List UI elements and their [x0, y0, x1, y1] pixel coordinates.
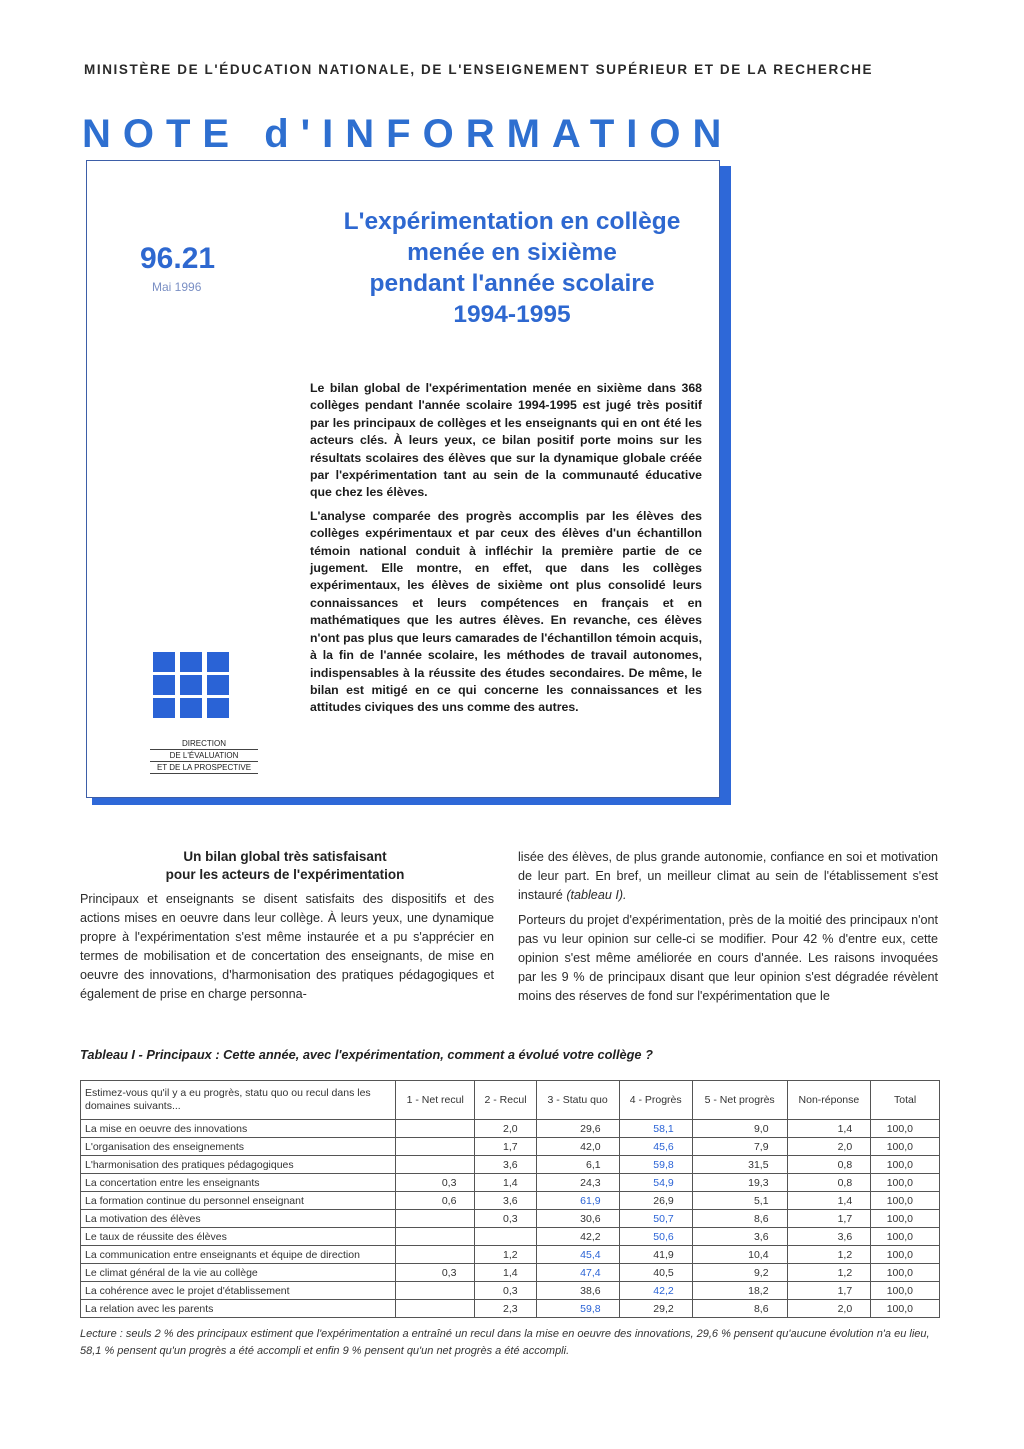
body-paragraph: Porteurs du projet d'expérimentation, près de la moitié des principaux n'ont pas vu leur opinion sur celle-ci se modifier. Pour 42 % d'entre eux, cette opinion s'est même améliorée en cours d'année. Les raisons invoquées par les 9 % de principaux disant que leur opinion s'est dégradée révèlent moins des réserves de fond sur l'expérimentation que le — [518, 913, 938, 1003]
total-cell: 100,0 — [871, 1264, 940, 1282]
value-cell — [396, 1282, 475, 1300]
value-cell: 10,4 — [692, 1246, 787, 1264]
value-cell: 3,6 — [475, 1156, 536, 1174]
total-cell: 100,0 — [871, 1210, 940, 1228]
value-cell: 1,7 — [787, 1282, 871, 1300]
department-name — [150, 738, 258, 774]
row-label: Le taux de réussite des élèves — [81, 1228, 396, 1246]
value-cell: 2,0 — [475, 1120, 536, 1138]
body-column-2 — [518, 848, 938, 1012]
value-cell: 5,1 — [692, 1192, 787, 1210]
value-cell: 26,9 — [619, 1192, 692, 1210]
value-cell: 0,3 — [396, 1174, 475, 1192]
value-cell — [396, 1138, 475, 1156]
value-cell: 1,4 — [787, 1192, 871, 1210]
total-cell: 100,0 — [871, 1228, 940, 1246]
table-row — [81, 1246, 940, 1264]
results-table — [80, 1080, 940, 1318]
box-shadow-right — [720, 166, 731, 802]
value-cell: 9,0 — [692, 1120, 787, 1138]
table-body — [81, 1120, 940, 1318]
column-header: 4 - Progrès — [619, 1081, 692, 1120]
issue-date: Mai 1996 — [152, 280, 202, 294]
table-row — [81, 1174, 940, 1192]
column-header-domain: Estimez-vous qu'il y a eu progrès, statu quo ou recul dans les domaines suivants... — [81, 1081, 396, 1120]
value-cell: 40,5 — [619, 1264, 692, 1282]
table-row — [81, 1282, 940, 1300]
column-header: Total — [871, 1081, 940, 1120]
table-row — [81, 1192, 940, 1210]
value-cell: 50,6 — [619, 1228, 692, 1246]
value-cell: 29,6 — [536, 1120, 619, 1138]
reading-note: Lecture : seuls 2 % des principaux estiment que l'expérimentation a entraîné un recul dans la mise en oeuvre des innovations, 29,6 % pensent qu'aucune évolution n'a eu lieu, 58,1 % pensent qu'un progrès a été accompli et enfin 9 % pensent qu'un net progrès a été accompli. — [80, 1328, 930, 1357]
section-title — [80, 848, 490, 884]
value-cell: 0,6 — [396, 1192, 475, 1210]
value-cell: 47,4 — [536, 1264, 619, 1282]
table-title: Tableau I - Principaux : Cette année, avec l'expérimentation, comment a évolué votre collège ? — [80, 1047, 653, 1062]
total-cell: 100,0 — [871, 1282, 940, 1300]
row-label: Le climat général de la vie au collège — [81, 1264, 396, 1282]
row-label: La relation avec les parents — [81, 1300, 396, 1318]
body-paragraph: Principaux et enseignants se disent satisfaits des dispositifs et des actions mises en oeuvre dans leur collège. À leurs yeux, une dynamique propre à l'expérimentation s'est même instaurée et a pu s'apprécier en termes de mobilisation et de concertation des enseignants, de mise en oeuvre des innovations, d'harmonisation des pratiques pédagogiques et également de prise en charge personna- — [80, 892, 494, 1001]
value-cell — [475, 1228, 536, 1246]
table-row — [81, 1138, 940, 1156]
row-label: La communication entre enseignants et équipe de direction — [81, 1246, 396, 1264]
value-cell: 0,3 — [396, 1264, 475, 1282]
value-cell: 29,2 — [619, 1300, 692, 1318]
value-cell: 18,2 — [692, 1282, 787, 1300]
row-label: L'harmonisation des pratiques pédagogiques — [81, 1156, 396, 1174]
value-cell: 1,2 — [787, 1264, 871, 1282]
body-paragraph — [518, 848, 938, 905]
table-row — [81, 1210, 940, 1228]
body-text: lisée des élèves, de plus grande autonomie, confiance en soi et motivation de leur part. En bref, un meilleur climat au sein de l'établissement s'est instauré — [518, 850, 938, 902]
body-column-1 — [80, 890, 494, 1010]
title-line-1: L'expérimentation en collège — [343, 208, 681, 235]
total-cell: 100,0 — [871, 1120, 940, 1138]
row-label: La cohérence avec le projet d'établissement — [81, 1282, 396, 1300]
value-cell: 0,3 — [475, 1282, 536, 1300]
document-title — [310, 206, 714, 330]
value-cell — [396, 1120, 475, 1138]
value-cell: 54,9 — [619, 1174, 692, 1192]
table-row — [81, 1120, 940, 1138]
value-cell: 42,2 — [536, 1228, 619, 1246]
value-cell: 59,8 — [619, 1156, 692, 1174]
table-row — [81, 1156, 940, 1174]
value-cell: 3,6 — [475, 1192, 536, 1210]
value-cell: 42,0 — [536, 1138, 619, 1156]
total-cell: 100,0 — [871, 1246, 940, 1264]
value-cell: 2,0 — [787, 1300, 871, 1318]
total-cell: 100,0 — [871, 1156, 940, 1174]
value-cell — [396, 1246, 475, 1264]
department-line-2: DE L'ÉVALUATION — [150, 750, 258, 762]
summary-paragraph-1: Le bilan global de l'expérimentation menée en sixième dans 368 collèges pendant l'année scolaire 1994-1995 est jugé très positif par les principaux de collèges et les enseignants qui en ont été les acteurs clés. À leurs yeux, ce bilan positif porte moins sur les résultats scolaires des élèves que sur la dynamique globale créée par l'expérimentation tant au sein de la communauté éducative que chez les élèves. — [310, 381, 702, 500]
value-cell: 3,6 — [787, 1228, 871, 1246]
table-row — [81, 1264, 940, 1282]
value-cell: 58,1 — [619, 1120, 692, 1138]
row-label: La motivation des élèves — [81, 1210, 396, 1228]
value-cell: 0,8 — [787, 1174, 871, 1192]
value-cell: 42,2 — [619, 1282, 692, 1300]
value-cell — [396, 1300, 475, 1318]
value-cell: 1,7 — [787, 1210, 871, 1228]
table-row — [81, 1228, 940, 1246]
value-cell — [396, 1210, 475, 1228]
value-cell: 41,9 — [619, 1246, 692, 1264]
value-cell: 7,9 — [692, 1138, 787, 1156]
value-cell: 1,2 — [787, 1246, 871, 1264]
value-cell: 45,6 — [619, 1138, 692, 1156]
row-label: La mise en oeuvre des innovations — [81, 1120, 396, 1138]
value-cell — [396, 1228, 475, 1246]
value-cell: 1,4 — [475, 1174, 536, 1192]
publication-title: NOTE d'INFORMATION — [82, 112, 734, 156]
issue-number: 96.21 — [140, 242, 216, 275]
value-cell: 19,3 — [692, 1174, 787, 1192]
value-cell: 1,4 — [787, 1120, 871, 1138]
total-cell: 100,0 — [871, 1300, 940, 1318]
department-line-1: DIRECTION — [150, 738, 258, 750]
title-line-3: pendant l'année scolaire — [369, 270, 655, 297]
row-label: La formation continue du personnel enseignant — [81, 1192, 396, 1210]
ministry-header: MINISTÈRE DE L'ÉDUCATION NATIONALE, DE L'ENSEIGNEMENT SUPÉRIEUR ET DE LA RECHERCHE — [84, 62, 874, 77]
table-row — [81, 1300, 940, 1318]
column-header: Non-réponse — [787, 1081, 871, 1120]
department-line-3: ET DE LA PROSPECTIVE — [150, 762, 258, 774]
title-line-2: menée en sixième — [407, 239, 617, 266]
value-cell: 8,6 — [692, 1300, 787, 1318]
value-cell: 1,4 — [475, 1264, 536, 1282]
summary-paragraph-2: L'analyse comparée des progrès accomplis par les élèves des collèges expérimentaux et par ceux des élèves d'un échantillon témoin national conduit à infléchir la première partie de ce jugement. Elle montre, en effet, que dans les collèges expérimentaux, les élèves de sixième ont plus consolidé leurs connaissances et leurs compétences en français et en mathématiques que les autres élèves. En revanche, ces élèves n'ont pas plus que leurs camarades de l'échantillon témoin acquis, à la fin de l'année scolaire, les méthodes de travail autonomes, indispensables à la réussite des études secondaires. De même, le bilan est mitigé en ce qui concerne les connaissances et les attitudes civiques des uns comme des autres. — [310, 508, 702, 715]
table-reference: (tableau I). — [566, 888, 627, 902]
section-title-line-2: pour les acteurs de l'expérimentation — [165, 867, 405, 882]
value-cell: 45,4 — [536, 1246, 619, 1264]
total-cell: 100,0 — [871, 1192, 940, 1210]
value-cell: 1,7 — [475, 1138, 536, 1156]
value-cell: 59,8 — [536, 1300, 619, 1318]
value-cell: 61,9 — [536, 1192, 619, 1210]
row-label: La concertation entre les enseignants — [81, 1174, 396, 1192]
total-cell: 100,0 — [871, 1138, 940, 1156]
title-line-4: 1994-1995 — [453, 301, 571, 328]
value-cell: 0,8 — [787, 1156, 871, 1174]
column-header: 2 - Recul — [475, 1081, 536, 1120]
summary — [310, 380, 702, 723]
dep-logo-icon — [153, 652, 229, 722]
value-cell: 3,6 — [692, 1228, 787, 1246]
value-cell: 8,6 — [692, 1210, 787, 1228]
value-cell: 9,2 — [692, 1264, 787, 1282]
total-cell: 100,0 — [871, 1174, 940, 1192]
value-cell: 30,6 — [536, 1210, 619, 1228]
value-cell: 2,3 — [475, 1300, 536, 1318]
column-header: 3 - Statu quo — [536, 1081, 619, 1120]
value-cell: 1,2 — [475, 1246, 536, 1264]
column-header: 5 - Net progrès — [692, 1081, 787, 1120]
value-cell: 24,3 — [536, 1174, 619, 1192]
value-cell: 0,3 — [475, 1210, 536, 1228]
value-cell: 38,6 — [536, 1282, 619, 1300]
row-label: L'organisation des enseignements — [81, 1138, 396, 1156]
table-header-row — [81, 1081, 940, 1120]
column-header: 1 - Net recul — [396, 1081, 475, 1120]
value-cell — [396, 1156, 475, 1174]
value-cell: 2,0 — [787, 1138, 871, 1156]
value-cell: 50,7 — [619, 1210, 692, 1228]
value-cell: 31,5 — [692, 1156, 787, 1174]
value-cell: 6,1 — [536, 1156, 619, 1174]
section-title-line-1: Un bilan global très satisfaisant — [183, 849, 387, 864]
